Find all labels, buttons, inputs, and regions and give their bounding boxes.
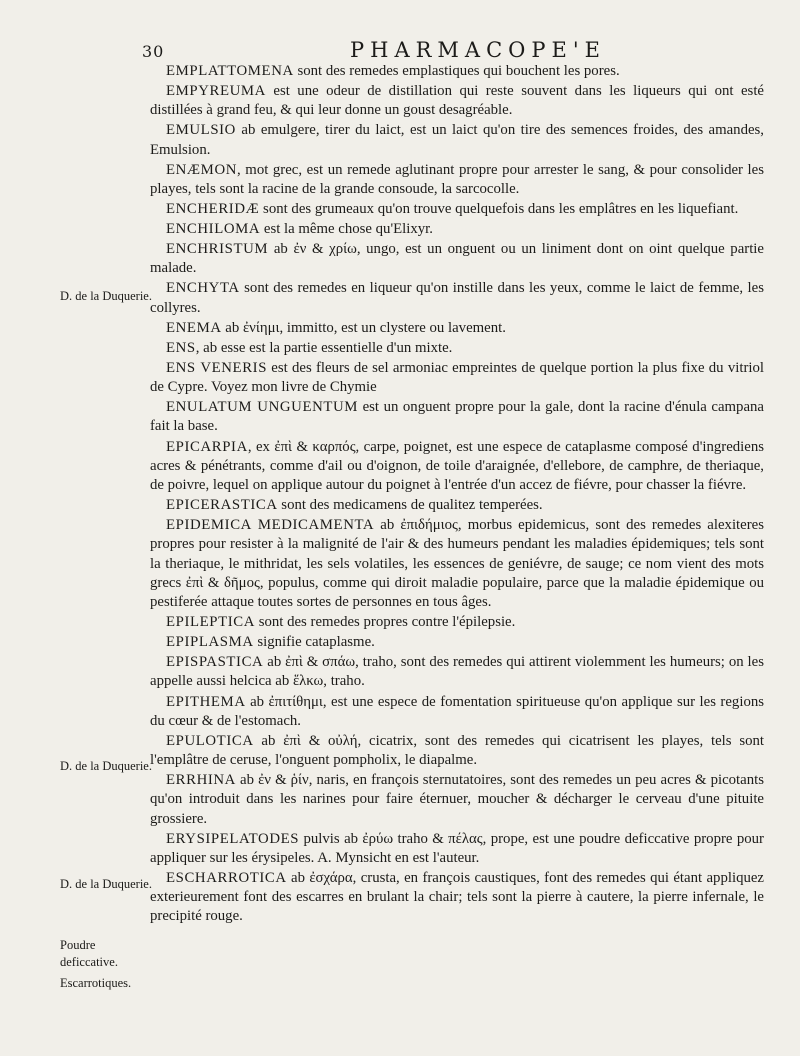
entry-headword: EPISPASTICA	[166, 654, 264, 671]
entry-encheridae	[150, 200, 764, 219]
entry-text: sont des remedes emplastiques qui bouchent les pores.	[293, 63, 620, 79]
entry-headword: ERYSIPELATODES	[166, 830, 300, 847]
entry-headword: ENCHYTA	[166, 280, 240, 297]
entry-epileptica	[150, 613, 764, 632]
entry-text: sont des remedes en liqueur qu'on instille dans les yeux, comme le laict de femme, les collyres.	[150, 280, 764, 316]
entry-text: pulvis ab ἐρύω traho & πέλας, prope, est une poudre deficcative propre pour appliquer sur les érysipeles. A. Mynsicht en est l'auteur.	[150, 830, 764, 866]
entry-headword: EPULOTICA	[166, 732, 254, 749]
entry-text: est une odeur de distillation qui reste souvent dans les liqueurs qui ont esté distillées à grand feu, & qui leur donne un goust desagréable.	[150, 83, 764, 119]
entry-enchristum	[150, 240, 764, 278]
entry-text: , mot grec, est un remede aglutinant propre pour arrester le sang, & pour consolider les playes, tels sont la racine de la grande consoude, la sarcocolle.	[150, 161, 764, 197]
entry-enchyta	[150, 279, 764, 317]
entry-text: ab ἐπὶ & σπάω, traho, sont des remedes qui attirent violemment les humeurs; on les appelle aussi helcica ab ἕλκω, traho.	[150, 654, 764, 690]
entry-text: ab ἐνίημι, immitto, est un clystere ou lavement.	[221, 319, 506, 336]
entry-headword: ENS VENERIS	[166, 359, 268, 376]
entry-epulotica	[150, 732, 764, 770]
margin-note-duquerie: D. de la Duquerie.	[60, 877, 152, 891]
entry-epicarpia	[150, 438, 764, 496]
entry-headword: ENCHILOMA	[166, 221, 261, 238]
entry-text: , ex ἐπὶ & καρπός, carpe, poignet, est une espece de cataplasme composé d'ingrediens acres & pénétrants, comme d'ail ou d'oignon, de toile d'araignée, d'ellebore, de camphre, de theriaque, de poivre, lequel on applique autour du poignet à l'entrée d'un accez de fiévre, pour chasser la fiévre.	[150, 438, 764, 493]
entry-text: , ab esse est la partie essentielle d'un mixte.	[195, 339, 453, 356]
entry-emplattomena	[150, 62, 764, 81]
entry-empyreuma	[150, 82, 764, 120]
running-title: PHARMACOPE'E	[350, 38, 606, 62]
entry-emulsio	[150, 121, 764, 159]
body-text	[150, 62, 764, 927]
entry-text: sont des grumeaux qu'on trouve quelquefois dans les emplâtres en les liquefiant.	[259, 200, 739, 217]
entry-headword: EPICERASTICA	[166, 497, 278, 514]
entry-text: signifie cataplasme.	[253, 634, 375, 651]
entry-headword: ENULATUM UNGUENTUM	[166, 399, 359, 416]
entry-escharrotica	[150, 869, 764, 927]
margin-note-duquerie: D. de la Duquerie.	[60, 759, 152, 773]
entry-headword: ESCHARROTICA	[166, 869, 287, 886]
entry-ens	[150, 339, 764, 358]
entry-ens-veneris	[150, 359, 764, 397]
entry-headword: EPICARPIA	[166, 438, 248, 455]
page-number: 30	[142, 42, 165, 61]
entry-epispastica	[150, 653, 764, 691]
entry-text: ab ἐπιδήμιος, morbus epidemicus, sont des remedes alexiteres propres pour resister à la malignité de l'air & des humeurs pendant les maladies épidemiques; tels sont la theriaque, le mithridat, les sels volatiles, les essences de geniévre, de sauge; ce nom vient des mots grecs ἐπὶ & δῆμος, populus, comme qui diroit maladie populaire, parce que la maladie épidemique ou pestiferée attaque toutes sortes de personnes en tous âges.	[150, 517, 764, 610]
entry-headword: ERRHINA	[166, 772, 236, 789]
entry-headword: EPILEPTICA	[166, 614, 256, 631]
entry-text: ab ἐν & χρίω, ungo, est un onguent ou un liniment dont on oint quelque partie malade.	[150, 241, 764, 277]
entry-text: ab emulgere, tirer du laict, est un laict qu'on tire des semences froides, des amandes, Emulsion.	[150, 122, 764, 158]
entry-headword: ENÆMON	[166, 161, 238, 178]
entry-epidemica-medicamenta	[150, 516, 764, 612]
entry-epicerastica	[150, 496, 764, 515]
entry-epiplasma	[150, 633, 764, 652]
entry-text: ab ἐν & ῥίν, naris, en françois sternutatoires, sont des remedes un peu acres & picotants qu'on introduit dans les narines pour faire éternuer, moucher & décharger le cerveau d'une pituite grossiere.	[150, 772, 764, 827]
entry-text: ab ἐπὶ & οὐλή, cicatrix, sont des remedes qui cicatrisent les playes, tels sont l'emplâtre de ceruse, l'onguent pompholix, le diapalme.	[150, 732, 764, 769]
entry-headword: ENCHRISTUM	[166, 241, 269, 258]
margin-note-duquerie: D. de la Duquerie.	[60, 289, 152, 303]
entry-headword: EMPLATTOMENA	[166, 63, 294, 79]
entry-headword: EMULSIO	[166, 122, 236, 139]
entry-epithema	[150, 693, 764, 731]
entry-headword: ENCHERIDÆ	[166, 200, 260, 217]
entry-headword: ENEMA	[166, 319, 222, 336]
entry-enulatum-unguentum	[150, 398, 764, 436]
entry-headword: EPIDEMICA MEDICAMENTA	[166, 517, 375, 534]
entry-enchiloma	[150, 220, 764, 239]
margin-note-poudre: Poudre deficcative.	[60, 938, 118, 969]
entry-text: sont des medicamens de qualitez temperées.	[277, 497, 543, 514]
entry-text: est un onguent propre pour la gale, dont la racine d'énula campana fait la base.	[150, 399, 764, 435]
entry-headword: EPITHEMA	[166, 693, 246, 710]
entry-enema	[150, 319, 764, 338]
entry-errhina	[150, 771, 764, 829]
entry-text: ab ἐπιτίθημι, est une espece de fomentation spiritueuse qu'on applique sur les regions du cœur & de l'estomach.	[150, 693, 764, 729]
entry-text: est des fleurs de sel armoniac empreintes de quelque portion la plus fixe du vitriol de Cypre. Voyez mon livre de Chymie	[150, 359, 764, 396]
entry-headword: EPIPLASMA	[166, 634, 254, 651]
entry-erysipelatodes	[150, 830, 764, 868]
entry-text: est la même chose qu'Elixyr.	[260, 221, 433, 238]
entry-headword: ENS	[166, 339, 196, 356]
entry-text: sont des remedes propres contre l'épilepsie.	[255, 614, 516, 631]
margin-note-escarrotiques: Escarrotiques.	[60, 976, 132, 990]
entry-headword: EMPYREUMA	[166, 83, 266, 100]
entry-enaemon	[150, 161, 764, 199]
entry-text: ab ἐσχάρα, crusta, en françois caustiques, font des remedes qui étant appliquez exterieurement font des escarres en brulant la chair; tels sont la pierre à cautere, la pierre infernale, le precipité rouge.	[150, 869, 764, 925]
